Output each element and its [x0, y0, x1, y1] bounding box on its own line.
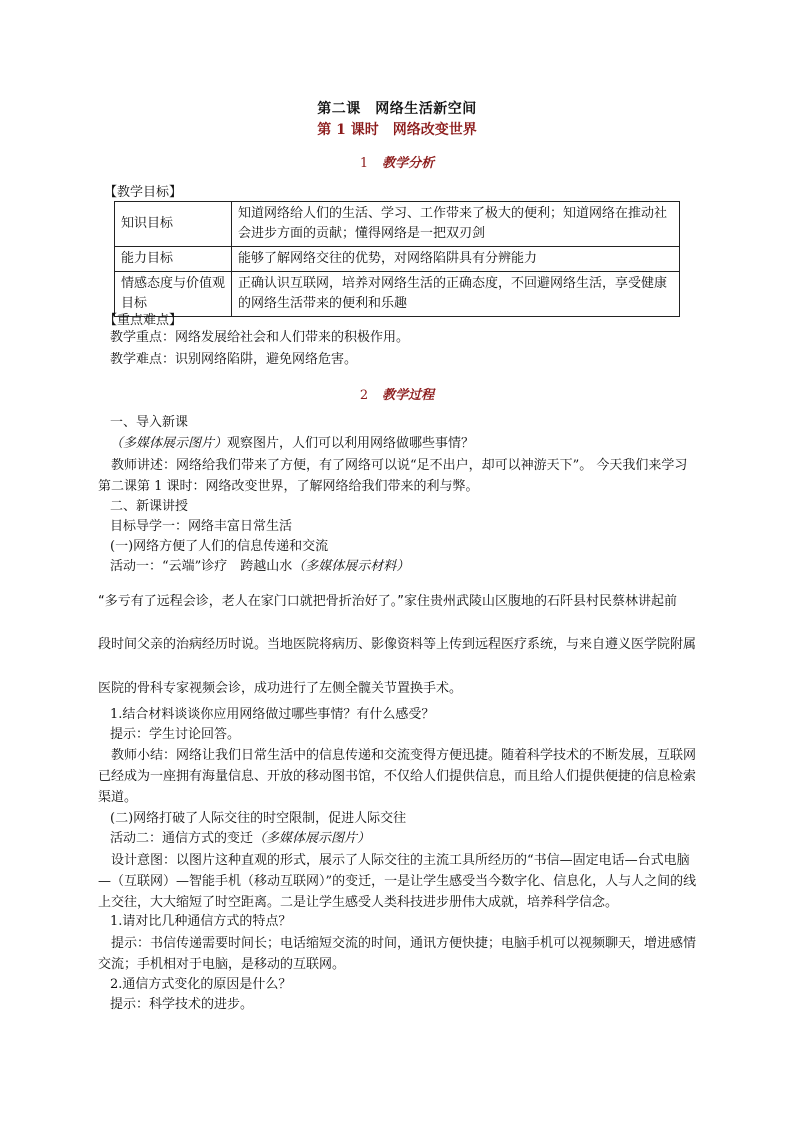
media-note: （多媒体展示材料） — [292, 559, 410, 574]
goal-one: 目标导学一：网络丰富日常生活 — [110, 519, 293, 534]
key-heading: 【重点难点】 — [104, 313, 183, 328]
goals-heading: 【教学目标】 — [104, 185, 183, 200]
table-row — [115, 202, 680, 247]
teacher-narration: 教师讲述：网络给我们带来了方便，有了网络可以说“足不出户，却可以神游天下”。 今天我们来学习第二课第 1 课时：网络改变世界，了解网络给我们带来的利与弊。 — [98, 458, 688, 494]
key-focus: 教学重点：网络发展给社会和人们带来的积极作用。 — [110, 330, 410, 345]
hint-one: 提示：学生讨论回答。 — [110, 727, 241, 742]
subsection-two: (二)网络打破了人际交往的时空限制，促进人际交往 — [110, 811, 407, 826]
media-note: （多媒体展示图片） — [110, 436, 228, 451]
step-new-lesson: 二、新课讲授 — [110, 499, 189, 514]
section-heading-analysis — [0, 152, 794, 171]
goal-text: 正确认识互联网，培养对网络生活的正确态度，不回避网络生活，享受健康的网络生活带来的便利和乐趣 — [232, 272, 680, 317]
period-title: 第 1 课时 网络改变世界 — [317, 122, 477, 138]
table-row — [115, 272, 680, 317]
activity-one — [110, 558, 710, 576]
section-number: 2 — [359, 388, 369, 403]
question-two: 1.请对比几种通信方式的特点？ — [110, 914, 292, 929]
lesson-title: 第二课 网络生活新空间 — [317, 101, 477, 117]
section-heading-process — [0, 384, 794, 403]
subsection-one: (一)网络方便了人们的信息传递和交流 — [110, 539, 329, 554]
goal-text: 知道网络给人们的生活、学习、工作带来了极大的便利；知道网络在推动社会进步方面的贡献；懂得网络是一把双刃剑 — [232, 202, 680, 247]
goals-table — [114, 201, 680, 317]
section-title: 教学分析 — [382, 156, 435, 171]
section-title: 教学过程 — [382, 388, 435, 403]
hint-three: 提示：科学技术的进步。 — [110, 997, 254, 1012]
media-note: （多媒体展示图片） — [253, 831, 371, 846]
step-intro: 一、导入新课 — [110, 415, 189, 430]
goal-label: 能力目标 — [115, 247, 232, 272]
design-intent: 设计意图：以图片这种直观的形式，展示了人际交往的主流工具所经历的“书信—固定电话—台式电脑—（互联网）—智能手机（移动互联网）”的变迁，一是让学生感受当今数字化、信息化，人与人之间的线上交往，大大缩短了时空距离。二是让学生感受人类科技进步册伟大成就，培养科学信念。 — [98, 853, 697, 910]
goal-label: 知识目标 — [115, 202, 232, 247]
goal-text: 能够了解网络交往的优势，对网络陷阱具有分辨能力 — [232, 247, 680, 272]
case-line: 医院的骨科专家视频会诊，成功进行了左侧全髋关节置换手术。 — [98, 681, 463, 696]
activity-title: 活动二：通信方式的变迁 — [110, 831, 254, 846]
case-line: 段时间父亲的治病经历时说。当地医院将病历、影像资料等上传到远程医疗系统，与来自遵义医学院附属 — [98, 637, 697, 652]
key-difficulty: 教学难点：识别网络陷阱，避免网络危害。 — [110, 352, 358, 367]
table-row — [115, 247, 680, 272]
question-text: 观察图片，人们可以利用网络做哪些事情？ — [227, 436, 475, 451]
section-number: 1 — [359, 156, 369, 171]
activity-title: 活动一：“云端”诊疗 跨越山水 — [110, 559, 293, 574]
teacher-summary: 教师小结：网络让我们日常生活中的信息传递和交流变得方便迅捷。随着科学技术的不断发展，互联网已经成为一座拥有海量信息、开放的移动图书馆，不仅给人们提供信息，而且给人们提供便捷的信息检索渠道。 — [98, 748, 697, 805]
activity-two — [110, 830, 710, 848]
goal-label: 情感态度与价值观目标 — [115, 272, 232, 317]
question-one: 1.结合材料谈谈你应用网络做过哪些事情？有什么感受？ — [110, 707, 435, 722]
intro-question — [110, 435, 710, 453]
case-line: “多亏有了远程会诊，老人在家门口就把骨折治好了。”家住贵州武陵山区腹地的石阡县村民蔡林讲起前 — [98, 594, 677, 609]
hint-two: 提示：书信传递需要时间长；电话缩短交流的时间，通讯方便快捷；电脑手机可以视频聊天，增进感情交流；手机相对于电脑，是移动的互联网。 — [98, 936, 697, 972]
question-three: 2.通信方式变化的原因是什么？ — [110, 977, 292, 992]
